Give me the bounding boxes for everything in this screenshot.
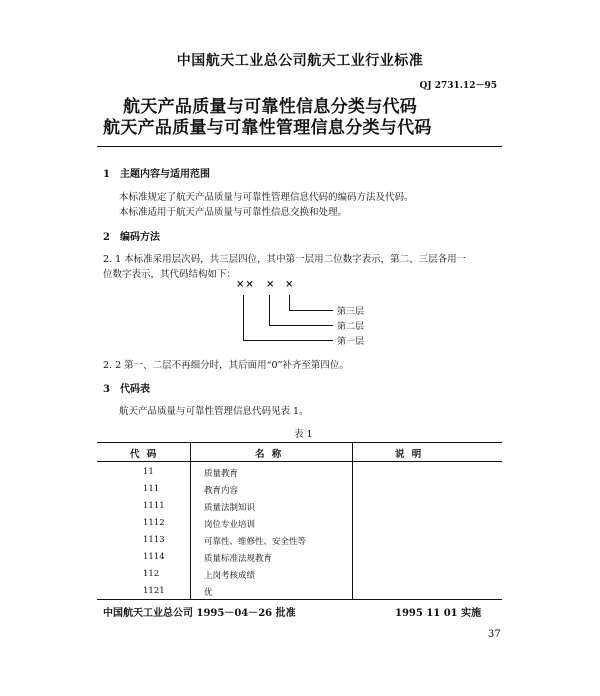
clause-2-1-line2: 位数字表示，其代码结构如下：: [103, 269, 237, 280]
diagram-first-layer-marks: ××: [236, 279, 255, 290]
table-row-4-name: 岗位专业培训: [204, 520, 256, 530]
section3-number: 3: [103, 384, 110, 395]
table-row-6-code: 1114: [143, 552, 165, 562]
table-caption: 表 1: [294, 429, 313, 440]
table-row-2-name: 教育内容: [204, 486, 239, 496]
diagram-first-layer-hline: [243, 340, 333, 341]
diagram-label-first-layer: 第一层: [337, 337, 365, 347]
table-row-1-name: 质量教育: [204, 469, 239, 479]
diagram-first-layer-vline: [243, 295, 244, 340]
table-row-6-name: 质量标准法规教育: [204, 554, 273, 564]
page-number: 37: [488, 629, 501, 640]
table-top-rule: [97, 442, 502, 443]
table-row-1-code: 11: [143, 467, 154, 477]
table-header-code: 代 码: [130, 449, 159, 460]
table-row-8-name: 优: [204, 588, 213, 598]
table-row-5-name: 可靠性、维修性、安全性等: [204, 537, 307, 547]
diagram-second-layer-hline: [269, 325, 333, 326]
section2-title: 编码方法: [120, 232, 160, 243]
table-column-divider-1: [190, 442, 191, 599]
diagram-label-third-layer: 第三层: [337, 307, 365, 317]
table-row-2-code: 111: [143, 484, 160, 494]
table-header-rule: [97, 461, 502, 462]
table-row-8-code: 1121: [143, 586, 165, 596]
table-column-divider-2: [352, 442, 353, 599]
clause-2-1-line1: 2. 1 本标准采用层次码，共三层四位，其中第一层用二位数字表示，第二、三层各用一: [103, 254, 467, 265]
effective-date: 1995 11 01 实施: [395, 608, 482, 619]
section1-heading: [103, 165, 210, 180]
table-row-3-name: 质量法制知识: [204, 503, 256, 513]
issuer-heading: 中国航天工业总公司航天工业行业标准: [176, 53, 424, 69]
document-title-line2: 航天产品质量与可靠性管理信息分类与代码: [103, 118, 432, 138]
table-header-note: 说 明: [395, 449, 424, 460]
section3-intro: 航天产品质量与可靠性管理信息代码见表 1。: [119, 406, 309, 417]
section1-number: 1: [103, 169, 110, 180]
footer-rule: [97, 599, 502, 600]
table-row-5-code: 1113: [143, 535, 165, 545]
diagram-third-layer-vline: [289, 295, 290, 310]
table-row-3-code: 1111: [143, 501, 165, 511]
diagram-third-layer-mark: ×: [285, 279, 295, 290]
clause-2-2: 2. 2 第一、二层不再细分时，其后面用“0”补齐至第四位。: [103, 360, 349, 371]
diagram-second-layer-mark: ×: [266, 279, 276, 290]
document-title-line1: 航天产品质量与可靠性信息分类与代码: [123, 97, 418, 117]
section3-heading: [103, 380, 150, 395]
table-row-7-name: 上岗考核成绩: [204, 571, 256, 581]
approval-statement: 中国航天工业总公司 1995－04－26 批准: [103, 608, 296, 619]
standard-number: QJ 2731.12－95: [419, 81, 497, 91]
section1-paragraph2: 本标准适用于航天产品质量与可靠性信息交换和处理。: [119, 207, 348, 218]
diagram-second-layer-vline: [269, 295, 270, 325]
table-row-7-code: 112: [143, 569, 160, 579]
diagram-third-layer-hline: [289, 310, 333, 311]
table-row-4-code: 1112: [143, 518, 165, 528]
section1-title: 主题内容与适用范围: [120, 169, 210, 180]
section3-title: 代码表: [120, 384, 150, 395]
diagram-label-second-layer: 第二层: [337, 322, 365, 332]
table-header-name: 名 称: [255, 449, 284, 460]
section2-number: 2: [103, 232, 110, 243]
section2-heading: [103, 228, 160, 243]
section1-paragraph1: 本标准规定了航天产品质量与可靠性管理信息代码的编码方法及代码。: [119, 192, 414, 203]
header-rule: [97, 146, 502, 147]
